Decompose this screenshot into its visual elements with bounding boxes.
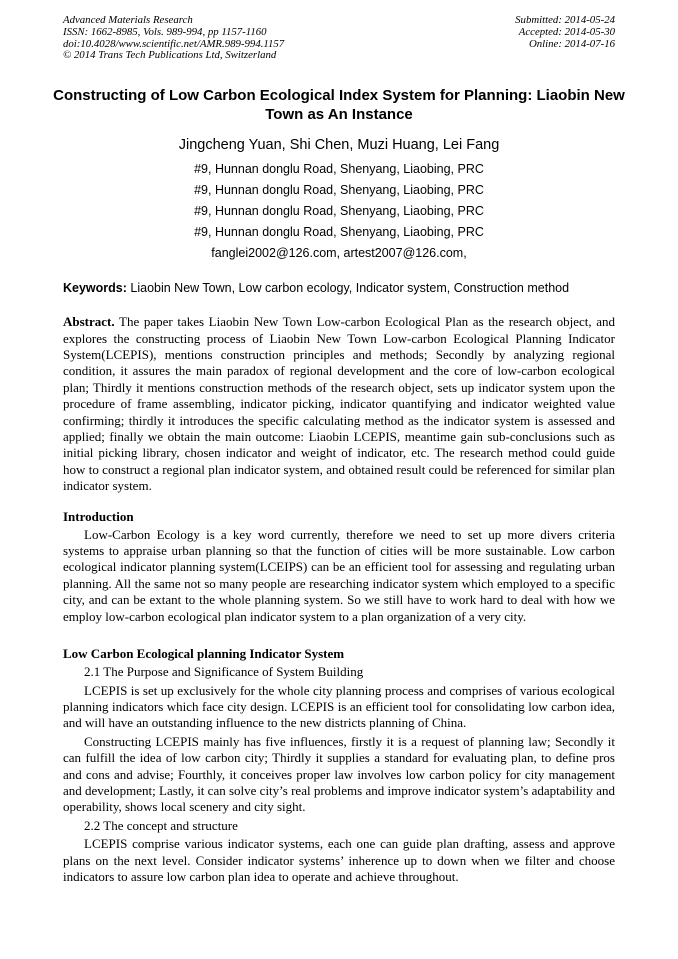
authors-line: Jingcheng Yuan, Shi Chen, Muzi Huang, Lei Fang xyxy=(178,137,500,154)
keywords-text: Liaobin New Town, Low carbon ecology, Indicator system, Construction method xyxy=(130,281,570,296)
keywords-label: Keywords: xyxy=(63,281,127,296)
section-paragraph: Constructing LCEPIS mainly has five influences, firstly it is a request of planning law; Secondly it can fulfill the idea of low carbon city; Thirdly it supplies a standard for evaluating plan, to define pros and cons and advise; Fourthly, it conceives proper law involves low carbon policy for city management and development; Lastly, it can solve city’s real problems and improve indicator system’s adaptability and operability, shows local scenery and city sight. xyxy=(63,733,615,815)
journal-name: Advanced Materials Research xyxy=(63,14,193,26)
submission-dates xyxy=(515,15,615,62)
online-date: Online: 2014-07-16 xyxy=(528,37,615,50)
journal-doi-line: doi:10.4028/www.scientific.net/AMR.989-994.1157 xyxy=(63,37,285,50)
accepted-date: Accepted: 2014-05-30 xyxy=(518,25,615,38)
abstract-paragraph xyxy=(63,314,615,494)
section-paragraph: LCEPIS comprise various indicator systems, each one can guide plan drafting, assess and approve plans on the next level. Consider indicator systems’ inherence up to down when we filter and choose indicators to assure low carbon plan idea to operate and achieve throughout. xyxy=(63,836,615,884)
section-heading-lcepis: Low Carbon Ecological planning Indicator System xyxy=(63,646,345,662)
emails-line: fanglei2002@126.com, artest2007@126.com, xyxy=(211,246,467,261)
affiliation-line: #9, Hunnan donglu Road, Shenyang, Liaobing, PRC xyxy=(194,183,484,198)
abstract-text: The paper takes Liaobin New Town Low-carbon Ecological Plan as the research object, and explores the constructing process of Liaobin New Town Low-carbon Ecological Planning Indicator System(LCEPIS), mentions construction principles and methods; Secondly by analyzing regional condition, it assures the main paradox of regional development and the core of low-carbon ecological plan; Thirdly it mentions construction methods of the research object, sets up indicator system upon the procedure of frame assembling, indicator picking, indicator quantifying and indicator weighted value confirming; thirdly it introduces the specific calculating method as the indicator system is assessed and applied; finally we obtain the main outcome: Liaobin LCEPIS, meantime gain sub-conclusions such as initial picking library, chosen indicator and weight of indicator, etc. The research method could guide how to construct a regional plan indicator system, and obtained result could be referenced for similar plan indicator system. xyxy=(63,314,616,494)
section-paragraph: LCEPIS is set up exclusively for the whole city planning process and comprises of various ecological planning indicators which face city design. LCEPIS is an efficient tool for consolidating low carbon idea, and will have an outstanding influence to the new districts planning of China. xyxy=(63,682,615,731)
introduction-paragraph: Low-Carbon Ecology is a key word currently, therefore we need to set up more divers criteria systems to appraise urban planning so that the function of cities will be more sustainable. Low carbon ecological indicator planning system(LCEIPS) can be an efficient tool for assessing and regulating urban planning. All the same not so many people are researching indicator system which employed to a specific city, and can be extant to the whole planning system. So we still have to work hard to deal with how we employ low-carbon ecological plan indicator system to a plan organization of a very city. xyxy=(63,526,615,624)
affiliation-line: #9, Hunnan donglu Road, Shenyang, Liaobing, PRC xyxy=(194,225,484,240)
subsection-2-2-line: 2.2 The concept and structure xyxy=(84,817,238,833)
abstract-label: Abstract. xyxy=(63,314,115,330)
journal-header xyxy=(63,15,615,62)
journal-issn-line: ISSN: 1662-8985, Vols. 989-994, pp 1157-1160 xyxy=(63,25,267,38)
paper-title: Constructing of Low Carbon Ecological Index System for Planning: Liaobin New Town as An Instance xyxy=(53,87,625,124)
journal-copyright-line: © 2014 Trans Tech Publications Ltd, Switzerland xyxy=(63,49,277,62)
subsection-2-1-line: 2.1 The Purpose and Significance of System Building xyxy=(84,664,364,680)
affiliation-line: #9, Hunnan donglu Road, Shenyang, Liaobing, PRC xyxy=(194,204,484,219)
submitted-date: Submitted: 2014-05-24 xyxy=(515,14,615,26)
journal-info xyxy=(63,15,284,62)
section-heading-introduction: Introduction xyxy=(63,508,134,524)
affiliations-block xyxy=(63,159,615,264)
affiliation-line: #9, Hunnan donglu Road, Shenyang, Liaobing, PRC xyxy=(194,162,484,177)
keywords-line xyxy=(63,281,615,295)
